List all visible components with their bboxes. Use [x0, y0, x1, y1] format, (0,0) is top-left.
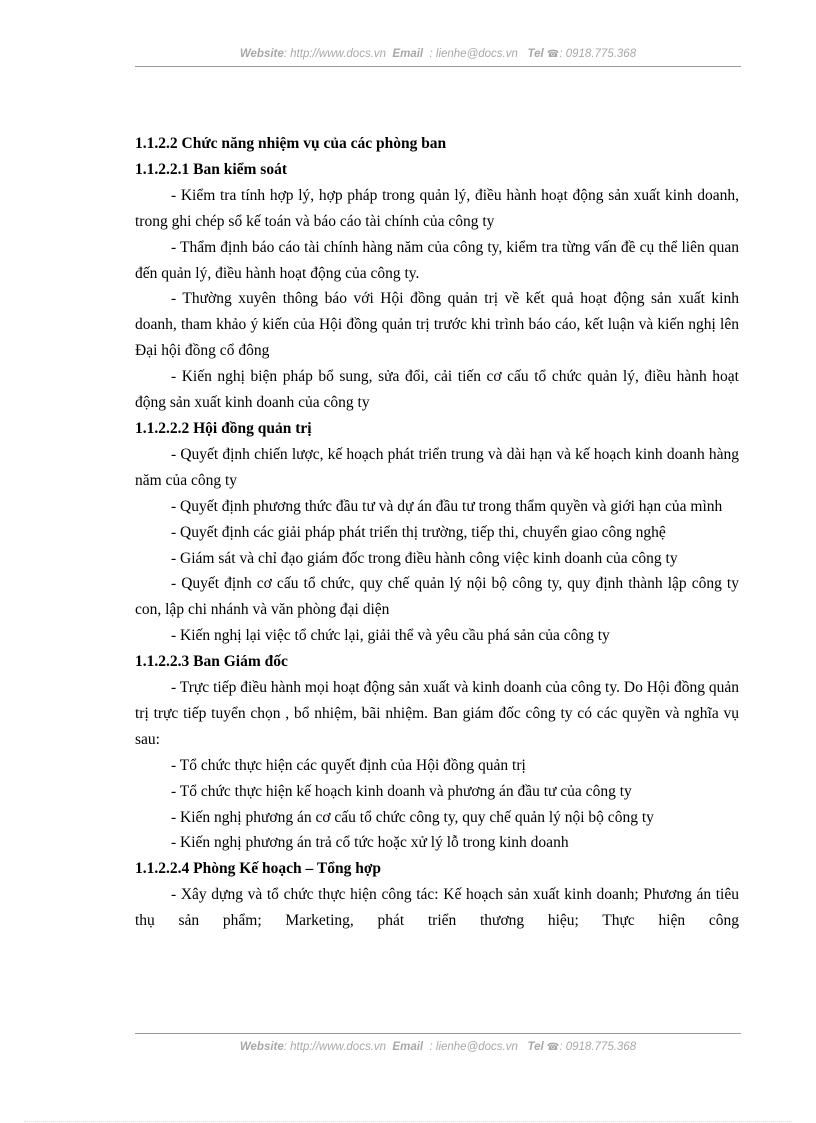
subsection-title-ban-kiem-soat: 1.1.2.2.1 Ban kiểm soát — [135, 160, 287, 178]
paragraph: - Thường xuyên thông báo với Hội đồng quản trị về kết quả hoạt động sản xuất kinh doanh, tham khảo ý kiến của Hội đồng quản trị trước khi trình báo cáo, kết luận và kiến nghị lên Đại hội đồng cổ đông — [135, 290, 739, 360]
header-phone-number: : 0918.775.368 — [559, 48, 637, 60]
page-footer — [135, 1041, 741, 1053]
paragraph: - Kiến nghị phương án cơ cấu tổ chức công ty, quy chế quản lý nội bộ công ty — [171, 808, 654, 826]
page-bottom-edge — [24, 1121, 792, 1122]
subsection-title-ban-giam-doc: 1.1.2.2.3 Ban Giám đốc — [135, 653, 288, 671]
section-heading: 1.1.2.2 Chức năng nhiệm vụ của các phòng ban — [135, 135, 447, 152]
header-email-label: Email — [392, 48, 424, 60]
paragraph: - Kiến nghị biện pháp bổ sung, sửa đổi, cải tiến cơ cấu tổ chức quản lý, điều hành hoạt động sản xuất kinh doanh của công ty — [135, 368, 739, 412]
paragraph: - Giám sát và chỉ đạo giám đốc trong điều hành công việc kinh doanh của công ty — [171, 549, 678, 567]
footer-tel-label: Tel — [527, 1041, 544, 1053]
header-tel-label: Tel — [527, 48, 544, 60]
paragraph: - Quyết định chiến lược, kế hoạch phát triển trung và dài hạn và kế hoạch kinh doanh hàng năm của công ty — [135, 445, 739, 489]
subsection-title-phong-ke-hoach: 1.1.2.2.4 Phòng Kế hoạch – Tổng hợp — [135, 860, 382, 878]
paragraph: - Quyết định phương thức đầu tư và dự án đầu tư trong thẩm quyền và giới hạn của mình — [171, 497, 723, 515]
paragraph: - Xây dựng và tổ chức thực hiện công tác: Kế hoạch sản xuất kinh doanh; Phương án tiêu thụ sản phẩm; Marketing, phát triển thương hiệu; Thực hiện công — [135, 886, 739, 930]
paragraph: - Trực tiếp điều hành mọi hoạt động sản xuất và kinh doanh của công ty. Do Hội đồng quản trị trực tiếp tuyển chọn , bổ nhiệm, bãi nhiệm. Ban giám đốc công ty có các quyền và nghĩa vụ sau: — [135, 679, 739, 748]
footer-divider — [135, 1033, 741, 1034]
page-header — [135, 48, 741, 60]
phone-icon: ☎ — [546, 49, 560, 60]
header-divider — [135, 66, 741, 67]
phone-icon: ☎ — [546, 1042, 560, 1053]
header-email-address[interactable]: : lienhe@docs.vn — [429, 48, 518, 60]
paragraph: - Quyết định cơ cấu tổ chức, quy chế quản lý nội bộ công ty, quy định thành lập công ty con, lập chi nhánh và văn phòng đại diện — [135, 575, 739, 619]
footer-phone-number: : 0918.775.368 — [559, 1041, 637, 1053]
paragraph: - Tổ chức thực hiện kế hoạch kinh doanh và phương án đầu tư của công ty — [171, 782, 632, 800]
document-body — [135, 131, 739, 934]
header-website-url[interactable]: : http://www.docs.vn — [283, 48, 387, 60]
paragraph: - Kiểm tra tính hợp lý, hợp pháp trong quản lý, điều hành hoạt động sản xuất kinh doanh, trong ghi chép sổ kế toán và báo cáo tài chính của công ty — [135, 186, 739, 230]
paragraph: - Thẩm định báo cáo tài chính hàng năm của công ty, kiểm tra từng vấn đề cụ thể liên quan đến quản lý, điều hành hoạt động của công ty. — [135, 238, 739, 282]
subsection-title-hoi-dong-quan-tri: 1.1.2.2.2 Hội đồng quản trị — [135, 419, 312, 437]
footer-email-label: Email — [392, 1041, 424, 1053]
footer-email-address[interactable]: : lienhe@docs.vn — [429, 1041, 518, 1053]
paragraph: - Tổ chức thực hiện các quyết định của Hội đồng quản trị — [171, 756, 526, 774]
paragraph: - Kiến nghị phương án trả cổ tức hoặc xử lý lỗ trong kinh doanh — [171, 834, 569, 852]
header-website-label: Website — [239, 48, 284, 60]
footer-website-url[interactable]: : http://www.docs.vn — [283, 1041, 387, 1053]
paragraph: - Quyết định các giải pháp phát triển thị trường, tiếp thi, chuyển giao công nghệ — [171, 523, 666, 541]
paragraph: - Kiến nghị lại việc tổ chức lại, giải thể và yêu cầu phá sản của công ty — [171, 627, 610, 645]
footer-website-label: Website — [239, 1041, 284, 1053]
